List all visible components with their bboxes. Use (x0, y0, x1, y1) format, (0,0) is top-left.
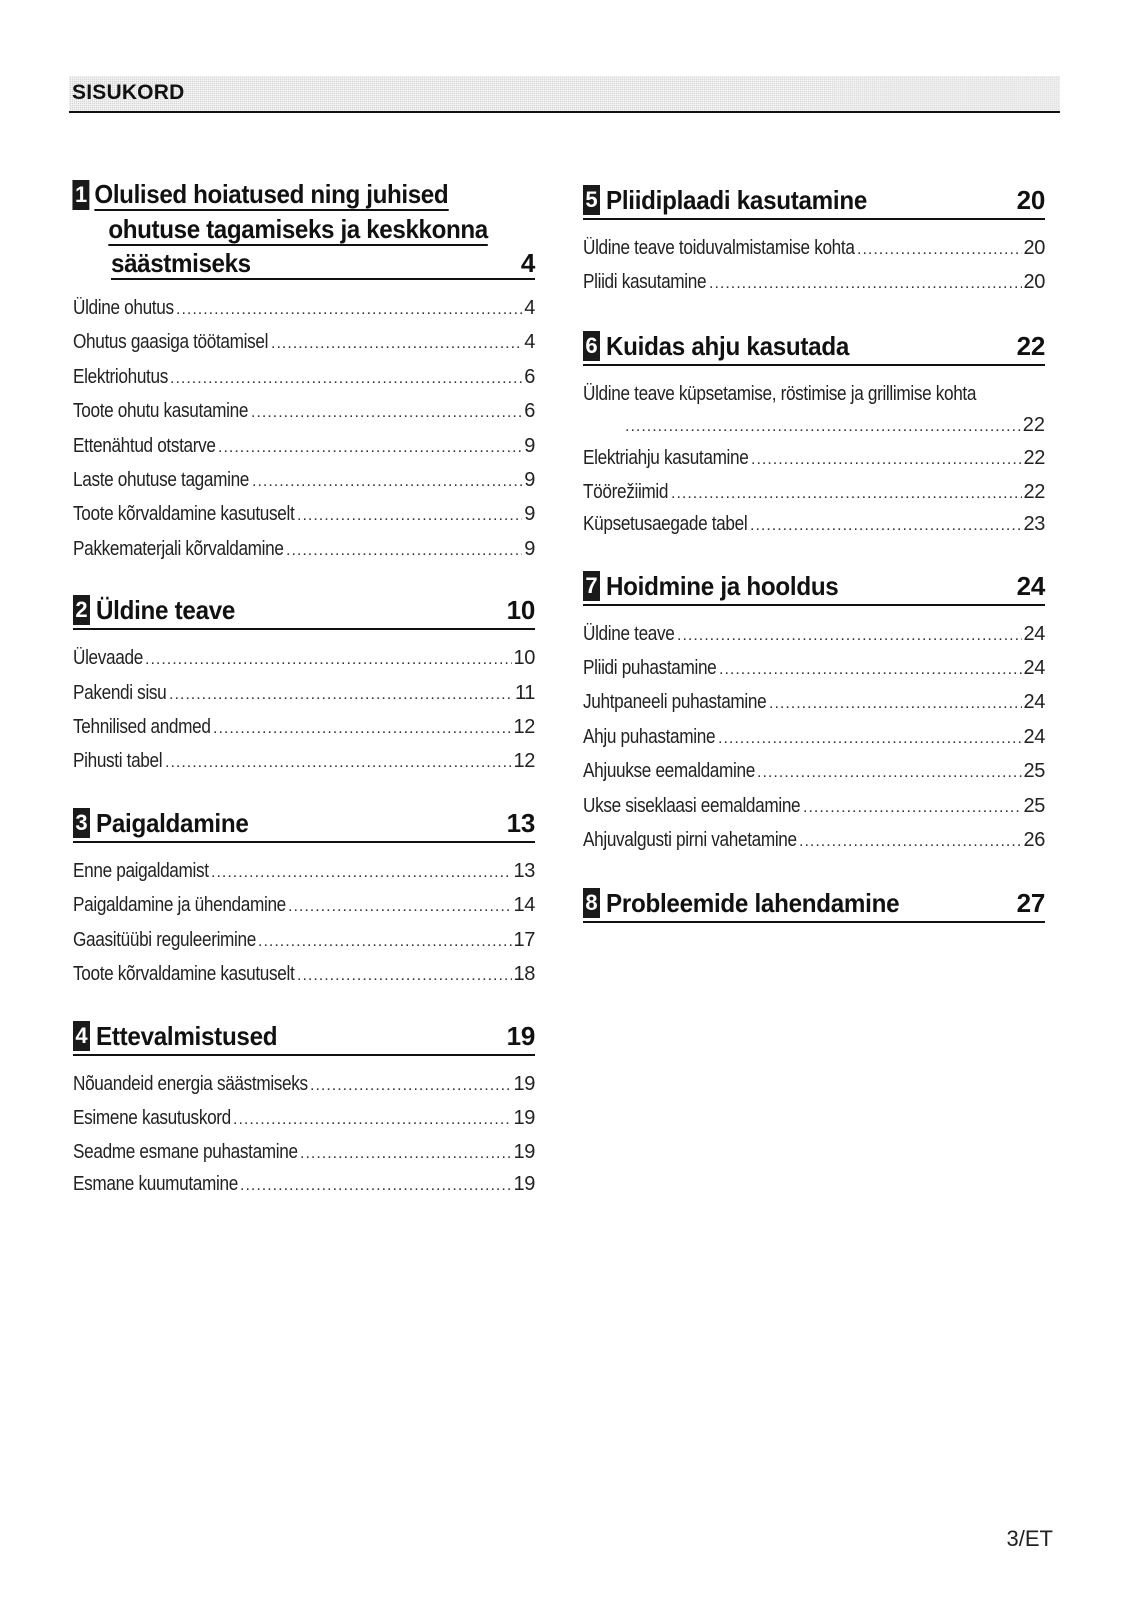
entry-page: 19 (513, 1106, 535, 1129)
entry-page: 18 (513, 963, 535, 986)
entry-page: 20 (1023, 237, 1045, 259)
dot-leader (271, 328, 522, 360)
section-title: Kuidas ahju kasutada (606, 330, 850, 361)
entry-page: 4 (524, 297, 535, 319)
entry-page: 23 (1023, 512, 1045, 535)
toc-entry[interactable] (583, 511, 1045, 539)
section-heading[interactable] (73, 179, 535, 280)
toc-entry[interactable] (73, 1068, 535, 1102)
entry-label: Toote kõrvaldamine kasutuselt (73, 503, 295, 526)
toc-entry-list (583, 232, 1045, 301)
dot-leader (750, 512, 1022, 539)
section-title: Probleemide lahendamine (606, 888, 900, 919)
entry-page: 22 (1023, 481, 1045, 504)
entry-label: Ahjuvalgusti pirni vahetamine (583, 829, 797, 852)
entry-label: Enne paigaldamist (73, 859, 209, 882)
entry-page: 24 (1023, 657, 1045, 680)
toc-section-4 (73, 1021, 535, 1199)
toc-entry-list (583, 618, 1045, 859)
entry-page: 24 (1023, 622, 1045, 645)
dot-leader (799, 826, 1022, 858)
toc-entry[interactable] (583, 232, 1045, 266)
entry-page: 9 (524, 469, 535, 492)
dot-leader (297, 500, 522, 532)
section-page-number: 22 (1016, 330, 1045, 361)
entry-page: 14 (513, 894, 535, 917)
entry-label: Seadme esmane puhastamine (73, 1141, 298, 1164)
toc-entry[interactable] (73, 924, 535, 958)
dot-leader (718, 723, 1022, 755)
section-heading[interactable] (73, 595, 535, 630)
toc-entry[interactable] (73, 361, 535, 395)
entry-label: Pihusti tabel (73, 750, 163, 773)
toc-section-7 (583, 571, 1045, 859)
section-number-badge: 1 (72, 180, 89, 210)
toc-entry[interactable] (583, 721, 1045, 755)
toc-entry[interactable] (583, 476, 1045, 510)
entry-page: 13 (513, 859, 535, 882)
entry-page: 9 (524, 537, 535, 560)
entry-label: Pakkematerjali kõrvaldamine (73, 537, 284, 560)
section-title: Paigaldamine (96, 807, 249, 838)
entry-page: 20 (1023, 271, 1045, 294)
toc-left-column (73, 179, 535, 1199)
dot-leader (169, 679, 513, 711)
dot-leader (300, 1138, 512, 1170)
entry-page: 9 (524, 434, 535, 457)
dot-leader (240, 1172, 512, 1199)
entry-page: 12 (513, 750, 535, 773)
entry-label: Pliidi kasutamine (583, 271, 707, 294)
section-number-badge: 7 (583, 571, 600, 601)
dot-leader (769, 688, 1022, 720)
dot-leader (719, 654, 1022, 686)
dot-leader (857, 234, 1022, 266)
toc-entry[interactable] (583, 686, 1045, 720)
entry-label: Ülevaade (73, 647, 143, 670)
section-title: Üldine teave (96, 595, 236, 626)
section-page-number: 10 (506, 595, 535, 626)
toc-entry[interactable] (73, 642, 535, 676)
section-heading[interactable] (583, 571, 1045, 606)
entry-page: 19 (513, 1141, 535, 1164)
section-number-badge: 2 (73, 595, 90, 625)
entry-label: Üldine teave toiduvalmistamise kohta (583, 237, 855, 259)
entry-label: Paigaldamine ja ühendamine (73, 894, 286, 917)
toc-entry-list (73, 855, 535, 993)
toc-entry[interactable] (583, 824, 1045, 858)
dot-leader (310, 1070, 512, 1102)
entry-label: Toote kõrvaldamine kasutuselt (73, 963, 295, 986)
toc-entry[interactable] (583, 790, 1045, 824)
entry-page: 25 (1023, 794, 1045, 817)
toc-section-8 (583, 888, 1045, 923)
dot-leader (211, 857, 512, 889)
dot-leader (297, 960, 512, 992)
section-page-number: 13 (506, 807, 535, 838)
entry-page: 6 (524, 400, 535, 423)
entry-label: Üldine teave küpsetamise, röstimise ja grillimise kohta (583, 382, 977, 405)
section-title: Hoidmine ja hooldus (606, 570, 839, 601)
entry-label: Tehnilised andmed (73, 716, 211, 739)
dot-leader (757, 757, 1022, 789)
dot-leader (709, 268, 1022, 300)
entry-label: Toote ohutu kasutamine (73, 400, 249, 423)
entry-label: Pliidi puhastamine (583, 657, 717, 680)
entry-label: Ettenähtud otstarve (73, 434, 216, 457)
toc-entry-list (73, 292, 535, 567)
dot-leader (218, 432, 522, 464)
entry-label: Ukse siseklaasi eemaldamine (583, 794, 801, 817)
dot-leader (677, 620, 1022, 652)
entry-page: 22 (1022, 413, 1045, 436)
section-title: Ettevalmistused (96, 1020, 278, 1051)
entry-label: Elektriahju kasutamine (583, 446, 749, 469)
entry-label: Juhtpaneeli puhastamine (583, 691, 767, 714)
dot-leader (252, 466, 522, 498)
toc-entry[interactable] (73, 464, 535, 498)
entry-label: Üldine ohutus (73, 297, 174, 319)
toc-entry[interactable] (583, 266, 1045, 300)
toc-entry[interactable] (73, 498, 535, 532)
section-heading[interactable] (583, 185, 1045, 220)
toc-section-2 (73, 595, 535, 780)
dot-leader (176, 294, 522, 326)
section-page-number: 24 (1016, 570, 1045, 601)
toc-entry[interactable] (73, 711, 535, 745)
toc-entry[interactable] (73, 1171, 535, 1199)
entry-page: 12 (513, 716, 535, 739)
toc-entry-list (73, 642, 535, 780)
toc-section-1 (73, 179, 535, 567)
dot-leader (288, 891, 512, 923)
section-number-badge: 3 (73, 808, 90, 838)
toc-entry[interactable] (583, 442, 1045, 476)
entry-page: 10 (513, 647, 535, 670)
dot-leader (251, 397, 522, 429)
section-number-badge: 5 (583, 185, 600, 215)
entry-page: 24 (1023, 725, 1045, 748)
toc-entry[interactable] (73, 292, 535, 326)
toc-entry[interactable] (73, 1102, 535, 1136)
page-number: 3/ET (1006, 1526, 1053, 1551)
toc-entry[interactable] (73, 855, 535, 889)
toc-entry[interactable] (73, 958, 535, 992)
entry-page: 19 (513, 1072, 535, 1095)
section-heading[interactable] (583, 888, 1045, 923)
toc-entry[interactable] (583, 618, 1045, 652)
entry-page: 22 (1023, 446, 1045, 469)
section-page-number: 4 (520, 248, 535, 278)
entry-page: 11 (515, 681, 535, 704)
entry-label: Pakendi sisu (73, 681, 167, 704)
toc-entry[interactable] (73, 745, 535, 779)
toc-entry[interactable] (73, 889, 535, 923)
toc-entry[interactable] (73, 677, 535, 711)
entry-label: Gaasitüübi reguleerimine (73, 928, 256, 951)
section-heading[interactable] (73, 808, 535, 843)
entry-label: Töörežiimid (583, 481, 669, 504)
section-number-badge: 8 (583, 888, 600, 918)
dot-leader (145, 644, 512, 676)
entry-page: 6 (524, 365, 535, 388)
entry-label: Ahju puhastamine (583, 725, 716, 748)
section-page-number: 27 (1016, 888, 1045, 919)
entry-label: Esmane kuumutamine (73, 1172, 238, 1195)
dot-leader (165, 747, 512, 779)
toc-entry[interactable] (583, 755, 1045, 789)
entry-page: 17 (513, 928, 535, 951)
entry-label: Ohutus gaasiga töötamisel (73, 331, 269, 354)
toc-header-title: SISUKORD (72, 81, 185, 104)
toc-entry[interactable] (73, 533, 535, 567)
section-heading[interactable] (73, 1021, 535, 1056)
toc-entry[interactable] (73, 430, 535, 464)
entry-page: 24 (1023, 691, 1045, 714)
toc-entry[interactable] (583, 652, 1045, 686)
toc-entry-list (583, 442, 1045, 539)
entry-page: 9 (524, 503, 535, 526)
toc-section-5 (583, 185, 1045, 301)
toc-entry[interactable] (583, 378, 1045, 442)
section-title-line: ohutuse tagamiseks ja keskkonna (108, 214, 488, 244)
entry-page: 26 (1023, 829, 1045, 852)
section-heading[interactable] (583, 331, 1045, 366)
section-title: Pliidiplaadi kasutamine (606, 185, 867, 215)
entry-label: Ahjuukse eemaldamine (583, 760, 755, 783)
entry-page: 4 (524, 331, 535, 354)
toc-header-bar (69, 76, 1060, 113)
toc-entry[interactable] (73, 395, 535, 429)
entry-label: Esimene kasutuskord (73, 1106, 231, 1129)
entry-page: 25 (1023, 760, 1045, 783)
section-page-number: 19 (506, 1020, 535, 1051)
section-number-badge: 6 (583, 331, 600, 361)
section-title-line: säästmiseks (111, 248, 251, 278)
toc-entry-list (73, 1068, 535, 1199)
dot-leader (213, 713, 512, 745)
section-number-badge: 4 (73, 1021, 90, 1051)
section-title-line: Olulised hoiatused ning juhised (94, 179, 449, 209)
dot-leader (803, 792, 1022, 824)
dot-leader (258, 926, 512, 958)
entry-label: Küpsetusaegade tabel (583, 512, 748, 535)
dot-leader (671, 478, 1022, 510)
dot-leader (170, 363, 522, 395)
toc-right-column (583, 185, 1045, 935)
entry-label: Üldine teave (583, 622, 675, 645)
dot-leader (751, 444, 1022, 476)
dot-leader (286, 535, 522, 567)
dot-leader (625, 412, 1021, 442)
toc-section-3 (73, 808, 535, 993)
toc-section-6 (583, 331, 1045, 539)
dot-leader (233, 1104, 512, 1136)
entry-page: 19 (513, 1172, 535, 1195)
toc-entry[interactable] (73, 326, 535, 360)
entry-label: Nõuandeid energia säästmiseks (73, 1072, 308, 1095)
entry-label: Laste ohutuse tagamine (73, 469, 250, 492)
toc-entry[interactable] (73, 1136, 535, 1170)
entry-label: Elektriohutus (73, 365, 168, 388)
section-page-number: 20 (1016, 185, 1045, 215)
